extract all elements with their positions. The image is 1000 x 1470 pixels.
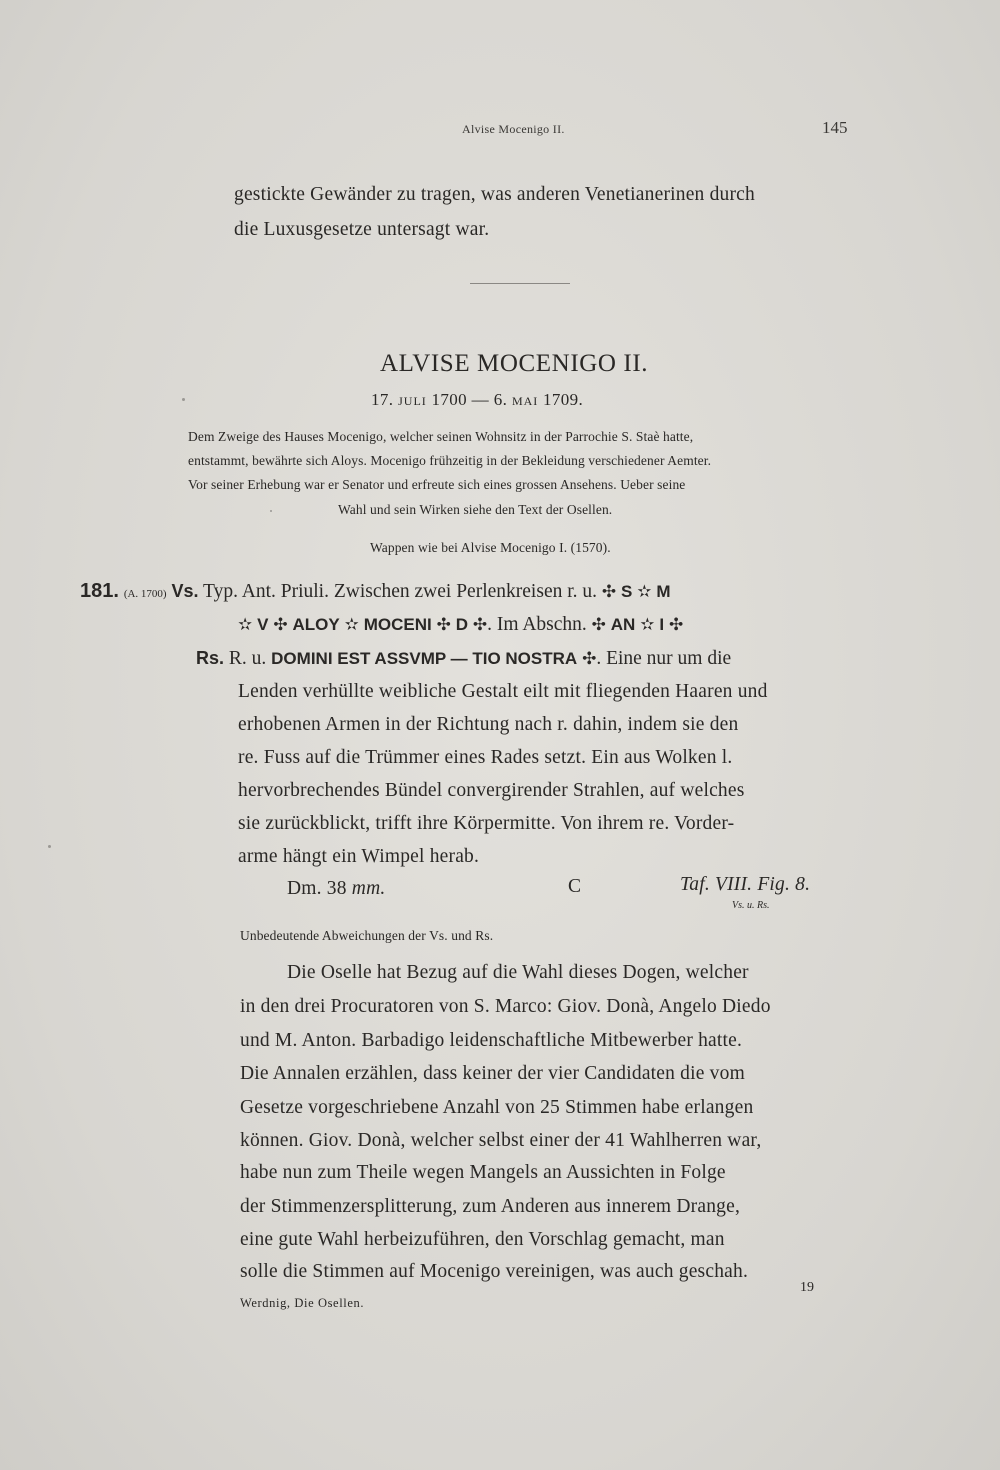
rs-label: Rs. — [196, 648, 225, 668]
star-icon: ✣ — [436, 615, 451, 635]
date-month: MAI — [511, 394, 539, 408]
commentary-line: Die Annalen erzählen, dass keiner der vier Candidaten die vom — [240, 1063, 745, 1084]
section-divider — [470, 283, 570, 284]
rs-text-line: re. Fuss auf die Trümmer eines Rades setzt. Ein aus Wolken l. — [238, 747, 733, 768]
commentary-line: können. Giov. Donà, welcher selbst einer der 41 Wahlherren war, — [240, 1130, 762, 1151]
commentary-line: habe nun zum Theile wegen Mangels an Aussichten in Folge — [240, 1162, 726, 1183]
diameter-value: Dm. 38 — [287, 878, 347, 899]
coat-of-arms-note: Wappen wie bei Alvise Mocenigo I. (1570). — [370, 540, 611, 555]
commentary-line: solle die Stimmen auf Mocenigo vereinigen, was auch geschah. — [240, 1261, 749, 1282]
date-day: 17. — [371, 390, 394, 409]
variants-note: Unbedeutende Abweichungen der Vs. und Rs. — [240, 928, 494, 943]
legend-word: MOCENI — [363, 615, 432, 634]
section-title: ALVISE MOCENIGO II. — [380, 350, 649, 377]
metal-code: C — [568, 876, 582, 897]
intro-line: gestickte Gewänder zu tragen, was anderen Venetianerinen durch — [234, 184, 755, 205]
speck — [270, 510, 272, 512]
vs-label: Vs. — [171, 581, 199, 601]
commentary-line: Die Oselle hat Bezug auf die Wahl dieses Dogen, welcher — [287, 962, 749, 983]
star-icon: ✣ — [582, 649, 597, 669]
diameter-unit: mm. — [351, 878, 386, 899]
legend-letter: V — [257, 615, 269, 634]
commentary-line: in den drei Procuratoren von S. Marco: Giov. Donà, Angelo Diedo — [240, 996, 771, 1017]
bio-line: Wahl und sein Wirken siehe den Text der Osellen. — [338, 502, 613, 517]
reign-dates — [371, 390, 583, 410]
diameter — [287, 878, 385, 900]
date-month: JULI — [398, 394, 427, 408]
star-icon: ✫ — [640, 615, 655, 635]
legend-letter: D — [455, 615, 468, 634]
star-icon: ✣ — [668, 615, 684, 635]
vs-exergue-label: . Im Abschn. — [487, 614, 587, 635]
star-icon: ✫ — [637, 582, 652, 602]
rs-text-line: erhobenen Armen in der Richtung nach r. dahin, indem sie den — [238, 714, 739, 735]
commentary-line: eine gute Wahl herbeizuführen, den Vorschlag gemacht, man — [240, 1229, 725, 1250]
legend-letter: I — [659, 615, 665, 634]
rs-text: . Eine nur um die — [596, 648, 732, 669]
star-icon: ✣ — [472, 615, 488, 635]
page-number: 145 — [822, 118, 848, 137]
speck — [48, 845, 51, 848]
sheet-number: 19 — [800, 1280, 814, 1295]
plate-note: Vs. u. Rs. — [732, 900, 770, 911]
entry-vs-line-2 — [238, 614, 683, 636]
rs-prefix: R. u. — [228, 648, 267, 669]
bio-line: entstammt, bewährte sich Aloys. Mocenigo frühzeitig in der Bekleidung verschiedener Aemter. — [188, 453, 712, 468]
commentary-line: und M. Anton. Barbadigo leidenschaftliche Mitbewerber hatte. — [240, 1030, 743, 1051]
intro-line: die Luxusgesetze untersagt war. — [234, 219, 490, 240]
speck — [182, 398, 185, 401]
rs-text-line: arme hängt ein Wimpel herab. — [238, 846, 480, 867]
entry-rs-line-1 — [196, 648, 731, 670]
bio-line: Vor seiner Erhebung war er Senator und erfreute sich eines grossen Ansehens. Ueber seine — [188, 477, 686, 492]
vs-description: Typ. Ant. Priuli. Zwischen zwei Perlenkreisen r. u. — [203, 581, 598, 602]
rs-text-line: hervorbrechendes Bündel convergirender Strahlen, auf welches — [238, 780, 745, 801]
star-icon: ✣ — [601, 582, 617, 602]
bio-line: Dem Zweige des Hauses Mocenigo, welcher seinen Wohnsitz in der Parrochie S. Staè hatte, — [188, 429, 694, 444]
commentary-line: Gesetze vorgeschriebene Anzahl von 25 Stimmen habe erlangen — [240, 1097, 754, 1118]
date-year: 1709. — [542, 390, 584, 409]
running-head: Alvise Mocenigo II. — [462, 122, 565, 136]
entry-number: 181. — [80, 580, 119, 602]
entry-vs-line-1 — [80, 580, 671, 603]
rs-legend: DOMINI EST ASSVMP — TIO NOSTRA — [271, 649, 578, 668]
rs-text-line: sie zurückblickt, trifft ihre Körpermitte. Von ihrem re. Vorder- — [238, 813, 735, 834]
legend-letter: M — [656, 582, 671, 601]
rs-text-line: Lenden verhüllte weibliche Gestalt eilt mit fliegenden Haaren und — [238, 681, 768, 702]
legend-word: AN — [610, 615, 636, 634]
star-icon: ✫ — [238, 615, 253, 635]
legend-word: ALOY — [292, 615, 340, 634]
star-icon: ✣ — [273, 615, 288, 635]
footer-signature: Werdnig, Die Osellen. — [240, 1296, 365, 1310]
plate-reference: Taf. VIII. Fig. 8. — [680, 874, 811, 895]
star-icon: ✣ — [591, 615, 606, 635]
date-year: 1700 — 6. — [431, 390, 508, 409]
commentary-line: der Stimmenzersplitterung, zum Anderen aus innerem Drange, — [240, 1196, 741, 1217]
star-icon: ✫ — [344, 615, 359, 635]
legend-letter: S — [621, 582, 633, 601]
entry-year-note: (A. 1700) — [123, 588, 167, 600]
